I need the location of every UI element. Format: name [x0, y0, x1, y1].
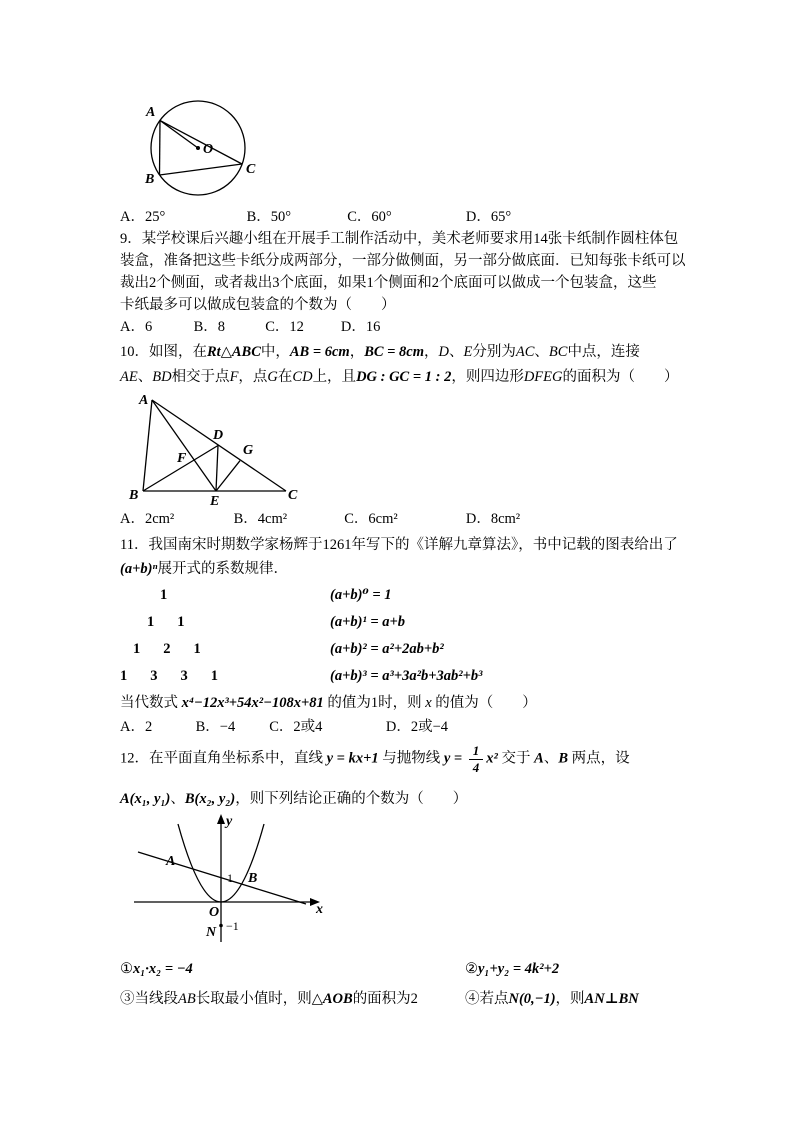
label-A: A	[166, 854, 176, 869]
q9-stem-line-3: 裁出2个侧面，或者裁出3个底面，如果1个侧面和2个底面可以做成一个包装盒，这些	[120, 275, 657, 291]
label-x: x	[316, 902, 323, 917]
q9-option-b: B．8	[193, 319, 226, 335]
y-axis-arrow	[217, 814, 225, 824]
point-N	[219, 924, 223, 928]
label-C: C	[288, 488, 298, 503]
segment-EG	[216, 461, 240, 491]
segment-AO	[160, 121, 198, 149]
q11-stem-line-2: (a+b)ⁿ展开式的系数规律．	[120, 561, 288, 577]
chord-AB	[160, 121, 161, 176]
chord-AC	[160, 121, 242, 165]
q9-option-c: C．12	[265, 319, 304, 335]
label-O: O	[209, 905, 220, 920]
q11-question-line: 当代数式 x⁴−12x³+54x²−108x+81 的值为1时，则 x 的值为（ ）	[120, 695, 537, 711]
q12-statement-3: ③当线段AB长取最小值时，则△AOB的面积为2	[120, 991, 418, 1007]
q10-option-c: C．6cm²	[344, 511, 398, 527]
pascal-formula-4: (a+b)³ = a³+3a²b+3ab²+b³	[330, 668, 483, 684]
label-G: G	[243, 443, 254, 458]
q9-stem-line-2: 装盒，准备把这些卡纸分成两部分，一部分做侧面，另一部分做底面．已知每张卡纸可以	[120, 253, 686, 269]
line-AB	[138, 852, 306, 904]
q8-option-b: B．50°	[246, 209, 292, 225]
q8-option-d: D．65°	[465, 209, 512, 225]
q9-option-a: A．6	[120, 319, 153, 335]
q8-options-row	[120, 206, 511, 228]
q11-option-b: B．−4	[195, 719, 236, 735]
q10-option-b: B．4cm²	[233, 511, 288, 527]
q10-stem-line-1: 10．如图，在Rt△ABC中，AB = 6cm，BC = 8cm，D、E分别为AC、BC中点，连接	[120, 344, 640, 360]
pascal-numbers-4: 1 3 3 1	[120, 668, 218, 684]
pascal-row-4	[120, 665, 676, 687]
label-A: A	[139, 393, 149, 408]
pascal-numbers-2: 1 1	[147, 614, 185, 630]
figure-triangle-q10	[126, 392, 298, 510]
figure-circle-q8	[126, 90, 266, 206]
label-B: B	[248, 871, 258, 886]
q10-options-row	[120, 508, 520, 530]
side-AB	[143, 400, 152, 491]
label-B: B	[129, 488, 139, 503]
figure-parabola-q12	[126, 812, 326, 952]
q8-option-a: A．25°	[120, 209, 166, 225]
q10-option-d: D．8cm²	[465, 511, 521, 527]
segment-AE	[152, 400, 216, 491]
pascal-numbers-3: 1 2 1	[133, 641, 201, 657]
label-D: D	[213, 428, 224, 443]
q12-statement-4: ④若点N(0,−1)，则AN⊥BN	[465, 991, 639, 1007]
q11-options-row	[120, 716, 448, 738]
q12-stem-line-2: A(x₁, y₁)、B(x₂, y₂)，则下列结论正确的个数为（ ）	[120, 791, 468, 807]
label-C: C	[246, 162, 256, 177]
label-y: y	[226, 814, 233, 829]
pascal-formula-1: (a+b)⁰ = 1	[330, 587, 392, 603]
fraction-one-fourth: $\frac{1}{4}$	[469, 744, 484, 774]
side-AC	[152, 400, 286, 491]
label-N: N	[206, 925, 217, 940]
label-O: O	[203, 142, 214, 157]
pascal-row-2	[120, 611, 676, 633]
q11-stem-line-1: 11．我国南宋时期数学家杨辉于1261年写下的《详解九章算法》，书中记载的图表给出了	[120, 537, 678, 553]
q11-option-a: A．2	[120, 719, 153, 735]
label-E: E	[210, 494, 220, 509]
pascal-numbers-1: 1	[160, 587, 168, 603]
pascal-formula-4: (a+b)² = a²+2ab+b²	[330, 641, 444, 657]
center-point-O	[196, 146, 200, 150]
pascal-formula-2: (a+b)¹ = a+b	[330, 614, 406, 630]
q12-statement-2: ②y₁+y₂ = 4k²+2	[465, 961, 560, 977]
q9-option-d: D．16	[340, 319, 381, 335]
q11-option-d: D．2或−4	[385, 719, 449, 735]
q10-option-a: A．2cm²	[120, 511, 175, 527]
q12-statement-1: ①x₁·x₂ = −4	[120, 961, 193, 977]
label-B: B	[145, 172, 155, 187]
q10-stem-line-2: AE、BD相交于点F，点G在CD上，且DG : GC = 1 : 2，则四边形DFEG的面积为（ ）	[120, 369, 679, 385]
q8-option-c: C．60°	[347, 209, 392, 225]
pascal-row-1	[120, 584, 676, 606]
q12-stem-line-1: 12．在平面直角坐标系中，直线 y = kx+1 与抛物线 y = $\frac{1}{4}$ x² 交于 A、B 两点，设	[120, 743, 630, 775]
label-one: 1	[227, 871, 233, 885]
q9-options-row	[120, 316, 380, 338]
pascal-row-3	[120, 638, 676, 660]
label-neg-one: −1	[226, 919, 239, 933]
segment-DE	[216, 446, 218, 492]
label-A: A	[146, 105, 156, 120]
q9-stem-line-1: 9．某学校课后兴趣小组在开展手工制作活动中，美术老师要求用14张卡纸制作圆柱体包	[120, 231, 679, 247]
chord-BC	[160, 164, 243, 175]
label-F: F	[177, 451, 187, 466]
q9-stem-line-4: 卡纸最多可以做成包装盒的个数为（ ）	[120, 297, 396, 313]
q11-option-c: C．2或4	[269, 719, 323, 735]
